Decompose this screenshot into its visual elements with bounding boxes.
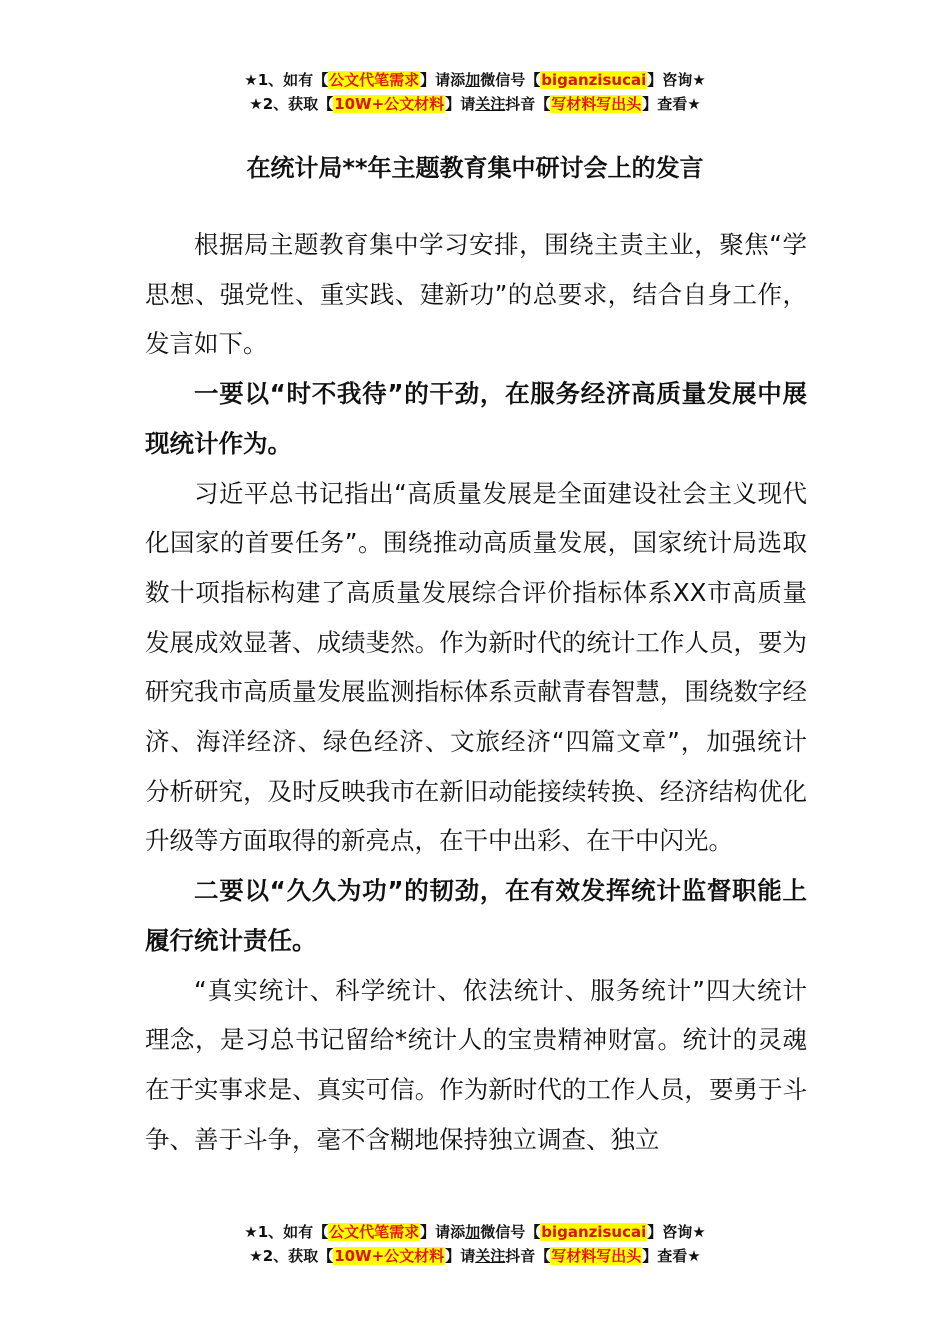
section-heading: 一要以“时不我待”的干劲，在服务经济高质量发展中展现统计作为。 [145,379,807,458]
promo-text: 】咨询★ [647,1223,706,1241]
promo-highlight: 10W+公文材料 [334,1247,445,1265]
promo-highlight: biganzisucai [541,71,647,89]
promo-underlined-text: 加 [465,1223,481,1241]
promo-line-1 [0,1220,950,1244]
promo-banner-bottom [0,1220,950,1268]
promo-highlight: biganzisucai [541,1223,647,1241]
body-paragraph: “真实统计、科学统计、依法统计、服务统计”四大统计理念，是习总书记留给*统计人的宝贵精神财富。统计的灵魂在于实事求是、真实可信。作为新时代的工作人员，要勇于斗争、善于斗争，毫不含糊地保持独立调查、独立 [145,975,807,1154]
promo-text: 微信号【 [480,71,541,89]
promo-underlined-text: 关注 [475,95,506,113]
promo-text: ★1、如有【 [244,71,329,89]
promo-text: 】请添 [420,71,466,89]
promo-text: 】请 [445,95,476,113]
promo-line-1 [0,68,950,92]
promo-highlight: 写材料写出头 [551,1247,642,1265]
promo-highlight: 公文代笔需求 [329,71,420,89]
promo-text: 】请 [445,1247,476,1265]
promo-text: 微信号【 [480,1223,541,1241]
promo-line-2 [0,92,950,116]
section-heading: 二要以“久久为功”的韧劲，在有效发挥统计监督职能上履行统计责任。 [145,876,807,955]
body-paragraph: 根据局主题教育集中学习安排，围绕主责主业，聚焦“学思想、强党性、重实践、建新功”的总要求，结合自身工作，发言如下。 [145,230,807,359]
document-body [145,220,807,1164]
promo-highlight: 写材料写出头 [551,95,642,113]
promo-text: ★2、获取【 [249,95,334,113]
promo-line-2 [0,1244,950,1268]
promo-text: ★2、获取【 [249,1247,334,1265]
promo-highlight: 10W+公文材料 [334,95,445,113]
promo-highlight: 公文代笔需求 [329,1223,420,1241]
promo-text: 】咨询★ [647,71,706,89]
promo-text: ★1、如有【 [244,1223,329,1241]
promo-text: 】查看★ [642,1247,701,1265]
promo-text: 抖音【 [505,95,551,113]
document-title: 在统计局**年主题教育集中研讨会上的发言 [246,154,704,182]
promo-text: 】请添 [420,1223,466,1241]
body-paragraph: 习近平总书记指出“高质量发展是全面建设社会主义现代化国家的首要任务”。围绕推动高质量发展，国家统计局选取数十项指标构建了高质量发展综合评价指标体系XX市高质量发展成效显著、成绩斐然。作为新时代的统计工作人员，要为研究我市高质量发展监测指标体系贡献青春智慧，围绕数字经济、海洋经济、绿色经济、文旅经济“四篇文章”，加强统计分析研究，及时反映我市在新旧动能接续转换、经济结构优化升级等方面取得的新亮点，在干中出彩、在干中闪光。 [145,478,807,856]
promo-underlined-text: 关注 [475,1247,506,1265]
promo-banner-top [0,68,950,116]
promo-underlined-text: 加 [465,71,481,89]
promo-text: 抖音【 [505,1247,551,1265]
promo-text: 】查看★ [642,95,701,113]
